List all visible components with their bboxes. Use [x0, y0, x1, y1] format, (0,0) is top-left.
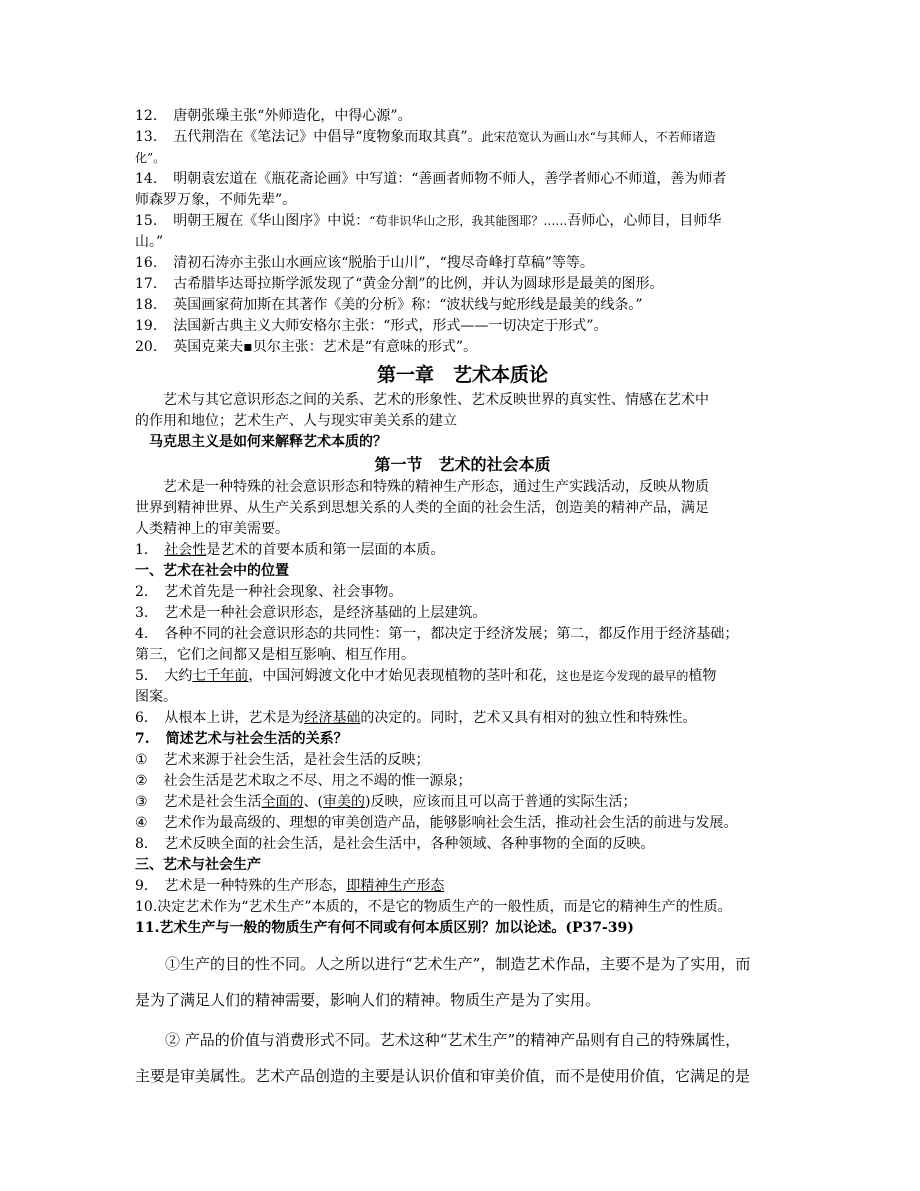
list-item: 14. 明朝袁宏道在《瓶花斋论画》中写道：“善画者师物不师人，善学者师心不师道，善为师者	[135, 171, 727, 187]
list-item: 1. 社会性是艺术的首要本质和第一层面的本质。	[135, 542, 445, 558]
question-heading: 11.艺术生产与一般的物质生产有何不同或有何本质区别？加以论述。(P37-39)	[135, 920, 634, 936]
list-item: 12. 唐朝张璪主张“外师造化，中得心源”。	[135, 108, 412, 124]
list-item: 6. 从根本上讲，艺术是为经济基础的决定的。同时，艺术又具有相对的独立性和特殊性。	[135, 710, 697, 726]
list-item-continued: 师森罗万象，不师先辈”。	[135, 192, 297, 208]
answer-paragraph-continued: 主要是审美属性。艺术产品创造的主要是认识价值和审美价值，而不是使用价值，它满足的是	[135, 1067, 751, 1085]
chapter-intro: 艺术与其它意识形态之间的关系、艺术的形象性、艺术反映世界的真实性、情感在艺术中	[163, 392, 709, 408]
list-item: ④ 艺术作为最高级的、理想的审美创造产品，能够影响社会生活，推动社会生活的前进与发展。	[135, 815, 738, 831]
list-item: 13. 五代荆浩在《笔法记》中倡导“度物象而取其真”。此宋范宽认为画山水“与其师人，不若师诸造	[135, 129, 716, 145]
list-item-continued: 图案。	[135, 689, 177, 705]
list-item: 20. 英国克莱夫▪贝尔主张：艺术是“有意味的形式”。	[135, 339, 478, 355]
answer-paragraph: ①生产的目的性不同。人之所以进行“艺术生产”，制造艺术作品，主要不是为了实用，而	[165, 955, 751, 973]
section-intro-continued: 人类精神上的审美需要。	[135, 521, 289, 537]
section-title: 第一节 艺术的社会本质	[374, 455, 551, 474]
list-item: 16. 清初石涛亦主张山水画应该“脱胎于山川”，“搜尽奇峰打草稿”等等。	[135, 255, 594, 271]
list-item: 15. 明朝王履在《华山图序》中说：“苟非识华山之形，我其能图耶？……吾师心，心师目，目师华	[135, 213, 722, 229]
list-item-continued: 山。”	[135, 234, 164, 250]
list-item: 9. 艺术是一种特殊的生产形态，即精神生产形态	[135, 878, 445, 894]
list-item: 10.决定艺术作为“艺术生产”本质的，不是它的物质生产的一般性质，而是它的精神生产的性质。	[135, 899, 732, 915]
list-item: 5. 大约七千年前，中国河姆渡文化中才始见表现植物的茎叶和花，这也是迄今发现的最早的植物	[135, 668, 717, 684]
subheading: 三、艺术与社会生产	[135, 857, 261, 873]
section-intro: 艺术是一种特殊的社会意识形态和特殊的精神生产形态，通过生产实践活动，反映从物质	[163, 479, 709, 495]
question-heading: 马克思主义是如何来解释艺术本质的？	[149, 434, 387, 450]
section-intro-continued: 世界到精神世界、从生产关系到思想关系的人类的全面的社会生活，创造美的精神产品，满足	[135, 500, 709, 516]
list-item: ① 艺术来源于社会生活，是社会生活的反映；	[135, 752, 430, 768]
question-heading: 7. 简述艺术与社会生活的关系？	[135, 731, 348, 747]
list-item: 3. 艺术是一种社会意识形态，是经济基础的上层建筑。	[135, 605, 487, 621]
list-item: 17. 古希腊毕达哥拉斯学派发现了“黄金分割”的比例，并认为圆球形是最美的图形。	[135, 276, 664, 292]
chapter-title: 第一章 艺术本质论	[376, 364, 548, 386]
list-item: 18. 英国画家荷加斯在其著作《美的分析》称：“波状线与蛇形线是最美的线条。”	[135, 297, 643, 313]
list-item: 8. 艺术反映全面的社会生活，是社会生活中，各种领域、各种事物的全面的反映。	[135, 836, 655, 852]
list-item: ② 社会生活是艺术取之不尽、用之不竭的惟一源泉；	[135, 773, 472, 789]
answer-paragraph-continued: 是为了满足人们的精神需要，影响人们的精神。物质生产是为了实用。	[135, 991, 601, 1009]
document-page	[135, 106, 790, 1087]
chapter-intro-continued: 的作用和地位；艺术生产、人与现实审美关系的建立	[135, 413, 457, 429]
list-item-continued: 化”。	[135, 151, 166, 165]
list-item: 19. 法国新古典主义大师安格尔主张：“形式，形式——一切决定于形式”。	[135, 318, 608, 334]
subheading: 一、艺术在社会中的位置	[135, 563, 289, 579]
list-item-continued: 第三，它们之间都又是相互影响、相互作用。	[135, 647, 415, 663]
answer-paragraph: ② 产品的价值与消费形式不同。艺术这种“艺术生产”的精神产品则有自己的特殊属性，	[165, 1031, 741, 1049]
list-item: 4. 各种不同的社会意识形态的共同性：第一，都决定于经济发展；第二，都反作用于经济基础；	[135, 626, 739, 642]
list-item: ③ 艺术是社会生活全面的、(审美的)反映，应该而且可以高于普通的实际生活；	[135, 794, 637, 810]
list-item: 2. 艺术首先是一种社会现象、社会事物。	[135, 584, 403, 600]
